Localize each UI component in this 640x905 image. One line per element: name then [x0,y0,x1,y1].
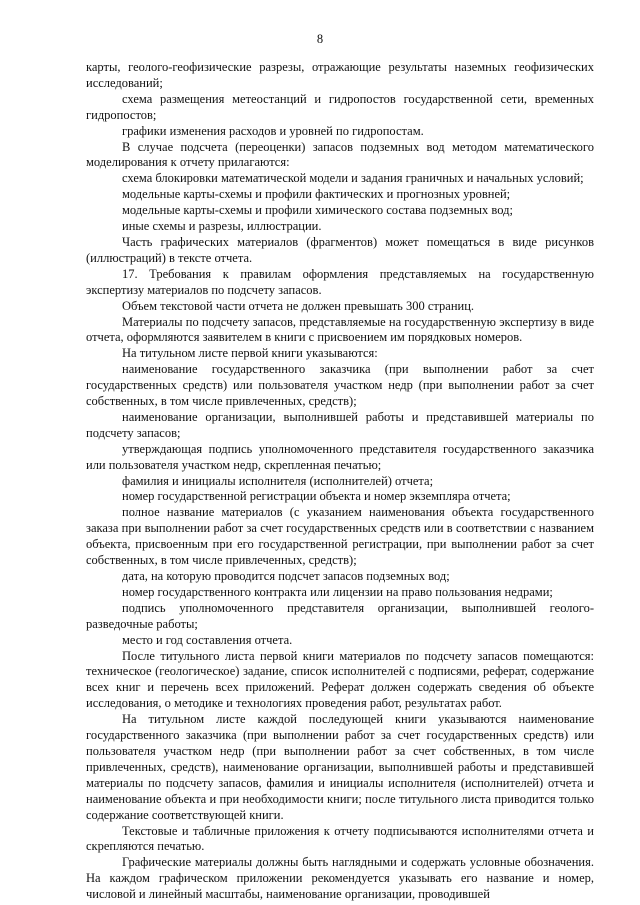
paragraph: утверждающая подпись уполномоченного представителя государственного заказчика или пользователя участком недр, скрепленная печатью; [86,441,594,472]
paragraph: схема размещения метеостанций и гидропостов государственной сети, временных гидропостов; [86,91,594,122]
paragraph: номер государственной регистрации объекта и номер экземпляра отчета; [122,489,511,504]
paragraph: Текстовые и табличные приложения к отчету подписываются исполнителями отчета и скрепляются печатью. [86,823,594,854]
paragraph: В случае подсчета (переоценки) запасов подземных вод методом математического моделирования к отчету прилагаются: [86,139,594,170]
paragraph: модельные карты-схемы и профили химического состава подземных вод; [122,203,513,218]
paragraph: модельные карты-схемы и профили фактических и прогнозных уровней; [122,187,511,202]
paragraph: дата, на которую проводится подсчет запасов подземных вод; [122,569,450,583]
paragraph: Графические материалы должны быть наглядными и содержать условные обозначения. На каждом графическом приложении рекомендуется указывать его название и номер, числовой и линейный масштабы, наименование организации, проводившей [86,855,594,902]
paragraph: наименование государственного заказчика (при выполнении работ за счет государственных средств) или пользователя участком недр (при выполнении работ за счет собственных, в том числе привлеченных, средств); [86,362,594,409]
paragraph: Часть графических материалов (фрагментов) может помещаться в виде рисунков (иллюстраций) в тексте отчета. [86,234,594,265]
paragraph: графики изменения расходов и уровней по гидропостам. [122,123,424,138]
page-number: 8 [316,32,324,46]
paragraph: иные схемы и разрезы, иллюстрации. [122,219,322,234]
paragraph: фамилия и инициалы исполнителя (исполнителей) отчета; [122,473,434,488]
paragraph: наименование организации, выполнившей работы и представившей материалы по подсчету запасов; [86,409,594,440]
paragraph: карты, геолого-геофизические разрезы, отражающие результаты наземных геофизических исследований; [86,60,594,90]
paragraph: После титульного листа первой книги материалов по подсчету запасов помещаются: техническое (геологическое) задание, список исполнителей с подписями, реферат, содержание всех книг и перечень всех приложений. Реферат должен содержать сведения об объекте исследования, о методике и технологиях проведения работ, результатах работ. [86,648,594,711]
document-body [86,60,594,903]
paragraph: Объем текстовой части отчета не должен превышать 300 страниц. [122,298,475,313]
paragraph: схема блокировки математической модели и задания граничных и начальных условий; [122,171,584,186]
paragraph: Материалы по подсчету запасов, представляемые на государственную экспертизу в виде отчета, оформляются заявителем в книги с присвоением им порядковых номеров. [86,314,594,345]
paragraph: 17. Требования к правилам оформления представляемых на государственную экспертизу материалов по подсчету запасов. [86,266,594,297]
paragraph: место и год составления отчета. [122,632,293,647]
paragraph: подпись уполномоченного представителя организации, выполнившей геолого-разведочные работы; [86,600,594,631]
paragraph: На титульном листе каждой последующей книги указываются наименование государственного заказчика (при выполнении работ за счет государственных средств) или пользователя участком недр (при выполнении работ за счет собственных, в том числе привлеченных, средств), наименование организации, выполнившей работы и представившей материалы по подсчету запасов, фамилия и инициалы исполнителя (исполнителей) отчета и наименование объекта и при необходимости книги; после титульного листа приводится только содержание соответствующей книги. [86,712,594,822]
paragraph: номер государственного контракта или лицензии на право пользования недрами; [122,584,553,599]
paragraph: На титульном листе первой книги указываются: [122,346,378,361]
paragraph: полное название материалов (с указанием наименования объекта государственного заказа при выполнении работ за счет государственных средств или в соответствии с названием объекта, присвоенным при его государственной регистрации, при выполнении работ за счет собственных, в том числе привлеченных, средств); [86,505,594,568]
